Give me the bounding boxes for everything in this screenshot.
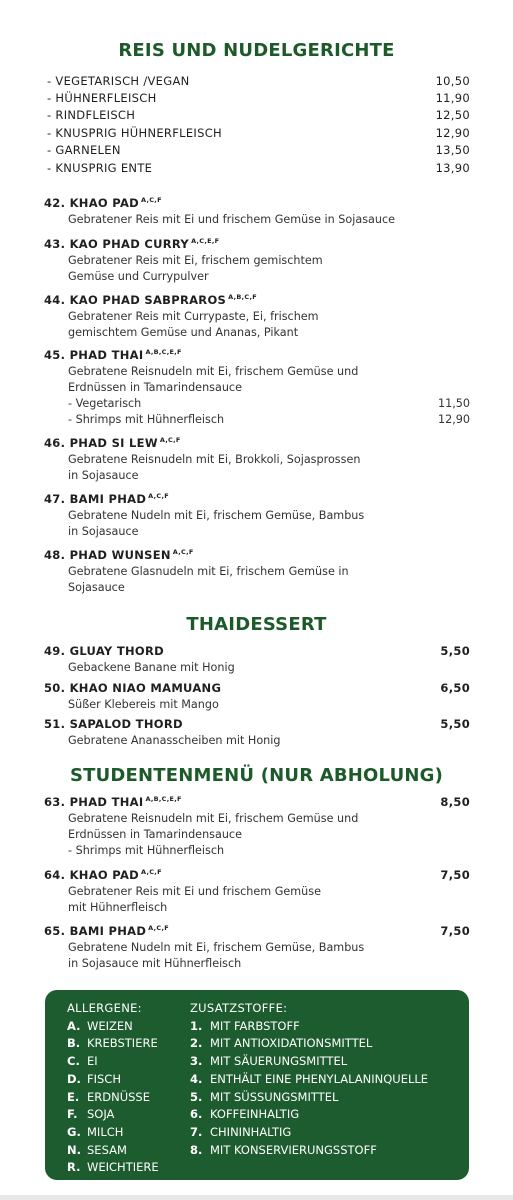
legend-key: 6.: [190, 1107, 203, 1122]
dish-description-line: [68, 940, 470, 956]
price-value: 11,90: [435, 91, 470, 105]
dish-description-line: [68, 212, 470, 228]
dish-allergen-codes: A,B,C,E,F: [145, 348, 182, 356]
legend-key: 8.: [190, 1142, 203, 1157]
price-value: 12,50: [435, 108, 470, 122]
dish-title: [44, 681, 470, 695]
dish-title: [44, 436, 470, 450]
dish-name-wrap: [44, 717, 183, 731]
dish-description-line: [68, 364, 470, 380]
legend-key: A.: [67, 1018, 81, 1033]
dish-title: [44, 492, 470, 506]
description-text: Gebratene Reisnudeln mit Ei, Brokkoli, Sojasprossen: [68, 453, 361, 466]
legend-key: N.: [67, 1142, 81, 1157]
legend-entry: [190, 1142, 428, 1160]
dish-description-line: [68, 843, 470, 859]
dish-description: [68, 564, 470, 596]
price-label: - KNUSPRIG ENTE: [47, 161, 153, 175]
dish-allergen-codes: A,C,F: [172, 548, 194, 556]
price-row: [47, 74, 470, 88]
dish-description-line: [68, 697, 470, 713]
legend-entry: [67, 1035, 159, 1053]
legend-key: E.: [67, 1089, 80, 1104]
price-value: 13,90: [435, 161, 470, 175]
dish-price: 7,50: [440, 868, 470, 882]
dish-name: 43. KAO PHAD CURRY: [44, 237, 190, 251]
legend-label: MIT ANTIOXIDATIONSMITTEL: [210, 1036, 373, 1051]
dish-description: [68, 940, 470, 972]
dish-name: 64. KHAO PAD: [44, 868, 140, 882]
description-text: Gebratener Reis mit Ei, frischem gemischtem: [68, 254, 323, 267]
dish-title: [44, 348, 470, 362]
additive-list: [190, 1018, 428, 1160]
dish-title: [44, 868, 470, 882]
legend-label: KOFFEINHALTIG: [210, 1107, 300, 1122]
dish-title: [44, 196, 470, 210]
dish-description-line: [68, 468, 470, 484]
dish-name-wrap: [44, 293, 257, 307]
dish-name: 46. PHAD SI LEW: [44, 436, 158, 450]
variant-price: 11,50: [437, 397, 470, 410]
legend-label: SESAM: [87, 1142, 127, 1157]
dish-name-wrap: [44, 196, 162, 210]
dish-name: 45. PHAD THAI: [44, 348, 144, 362]
dish-description: [68, 884, 470, 916]
description-text: - Shrimps mit Hühnerfleisch: [68, 844, 225, 857]
description-text: Gebratene Reisnudeln mit Ei, frischem Gemüse und: [68, 365, 359, 378]
description-text: Gebratener Reis mit Ei und frischem Gemüse: [68, 885, 321, 898]
price-label: - HÜHNERFLEISCH: [47, 91, 157, 105]
dish-name-wrap: [44, 237, 219, 251]
legend-entry: [190, 1035, 428, 1053]
legend-entry: [190, 1106, 428, 1124]
dish-name: 42. KHAO PAD: [44, 196, 140, 210]
legend-key: B.: [67, 1036, 81, 1051]
dish-allergen-codes: A,B,C,E,F: [145, 795, 182, 803]
description-text: Gebratene Ananasscheiben mit Honig: [68, 734, 281, 747]
dish-name: 63. PHAD THAI: [44, 795, 144, 809]
legend-entry: [67, 1106, 159, 1124]
dish-name: 47. BAMI PHAD: [44, 492, 147, 506]
description-text: Gebratener Reis mit Ei und frischem Gemüse in Sojasauce: [68, 213, 396, 226]
legend-key: 3.: [190, 1054, 203, 1069]
description-text: Gemüse und Currypulver: [68, 270, 209, 283]
dish-name-wrap: [44, 681, 221, 695]
dish-name-wrap: [44, 924, 169, 938]
legend-label: MILCH: [87, 1124, 124, 1139]
legend-key: D.: [67, 1071, 81, 1086]
dish-description-line: [68, 269, 470, 285]
legend-entry: [190, 1071, 428, 1089]
section-heading-dessert: THAIDESSERT: [186, 614, 327, 635]
legend-entry: [67, 1018, 159, 1036]
price-value: 10,50: [435, 74, 470, 88]
dish-description-line: [68, 884, 470, 900]
dish-name: 44. KAO PHAD SABPRAROS: [44, 293, 227, 307]
dish-name: 51. SAPALOD THORD: [44, 717, 183, 731]
price-label: - GARNELEN: [47, 143, 121, 157]
dish-allergen-codes: A,C,F: [159, 436, 181, 444]
legend-entry: [67, 1071, 159, 1089]
dish-title: [44, 795, 470, 809]
legend-label: MIT SÜSSUNGSMITTEL: [210, 1089, 339, 1104]
dish-description-line: [68, 811, 470, 827]
dish-allergen-codes: A,C,F: [148, 924, 169, 932]
legend-label: ENTHÄLT EINE PHENYLALANINQUELLE: [210, 1071, 429, 1086]
description-text: Gebratene Nudeln mit Ei, frischem Gemüse, Bambus: [68, 941, 365, 954]
dish-description-line: [68, 396, 470, 412]
legend-entry: [67, 1142, 159, 1160]
dish-price: 7,50: [440, 924, 470, 938]
dish-title: [44, 293, 470, 307]
description-text: Gebackene Banane mit Honig: [68, 661, 235, 674]
price-row: [47, 91, 470, 105]
description-text: Gebratener Reis mit Currypaste, Ei, frischem: [68, 310, 319, 323]
legend-key: 1.: [190, 1018, 203, 1033]
legend-label: FISCH: [87, 1071, 121, 1086]
dish-description: [68, 811, 470, 859]
dish-description: [68, 309, 470, 341]
legend-label: CHININHALTIG: [210, 1124, 292, 1139]
legend-key: 7.: [190, 1124, 203, 1139]
description-text: in Sojasauce: [68, 525, 139, 538]
description-text: Erdnüssen in Tamarindensauce: [68, 381, 242, 394]
dish-name: 48. PHAD WUNSEN: [44, 548, 171, 562]
dish-description: [68, 733, 470, 749]
price-label: - KNUSPRIG HÜHNERFLEISCH: [47, 126, 222, 140]
description-text: mit Hühnerfleisch: [68, 901, 168, 914]
dish-description-line: [68, 660, 470, 676]
price-row: [47, 143, 470, 157]
dish-name-wrap: [44, 548, 194, 562]
legend-label: EI: [87, 1054, 98, 1069]
dish-allergen-codes: A,C,F: [141, 868, 162, 876]
price-value: 12,90: [435, 126, 470, 140]
price-row: [47, 126, 470, 140]
legend-entry: [67, 1124, 159, 1142]
dish-description-line: [68, 412, 470, 428]
description-text: Gebratene Reisnudeln mit Ei, frischem Gemüse und: [68, 812, 359, 825]
additives-title: ZUSATZSTOFFE:: [190, 1001, 288, 1015]
legend-entry: [190, 1018, 428, 1036]
legend-key: 5.: [190, 1089, 203, 1104]
variant-price: 12,90: [437, 413, 470, 426]
legend-key: 4.: [190, 1071, 203, 1086]
legend-entry: [190, 1053, 428, 1071]
dish-description-line: [68, 325, 470, 341]
dish-price: 5,50: [440, 644, 470, 658]
dish-name-wrap: [44, 348, 182, 362]
dish-description: [68, 660, 470, 676]
dish-name: 65. BAMI PHAD: [44, 924, 147, 938]
legend-entry: [190, 1124, 428, 1142]
dish-name-wrap: [44, 795, 182, 809]
description-text: Süßer Klebereis mit Mango: [68, 698, 219, 711]
legend-key: G.: [67, 1124, 81, 1139]
legend-label: SOJA: [87, 1107, 115, 1122]
dish-name-wrap: [44, 492, 169, 506]
description-text: Erdnüssen in Tamarindensauce: [68, 828, 242, 841]
dish-description: [68, 212, 470, 228]
dish-title: [44, 644, 470, 658]
legend-entry: [67, 1159, 159, 1177]
dish-title: [44, 548, 470, 562]
legend-label: WEICHTIERE: [87, 1160, 159, 1175]
dish-allergen-codes: A,B,C,F: [228, 293, 257, 301]
legend-label: MIT SÄUERUNGSMITTEL: [210, 1054, 348, 1069]
price-value: 13,50: [435, 143, 470, 157]
dish-description-line: [68, 733, 470, 749]
dish-description-line: [68, 827, 470, 843]
dish-name: 50. KHAO NIAO MAMUANG: [44, 681, 222, 695]
dish-description: [68, 364, 470, 428]
legend-label: KREBSTIERE: [87, 1036, 158, 1051]
dish-description-line: [68, 900, 470, 916]
price-row: [47, 161, 470, 175]
dish-description-line: [68, 956, 470, 972]
price-row: [47, 108, 470, 122]
dish-description-line: [68, 524, 470, 540]
description-text: - Shrimps mit Hühnerfleisch: [68, 413, 225, 426]
legend-label: ERDNÜSSE: [87, 1089, 150, 1104]
description-text: in Sojasauce: [68, 469, 139, 482]
description-text: Sojasauce: [68, 581, 125, 594]
dish-description-line: [68, 452, 470, 468]
dish-price: 8,50: [440, 795, 470, 809]
allergens-title: ALLERGENE:: [67, 1001, 142, 1015]
dish-name-wrap: [44, 436, 181, 450]
allergens-column: [67, 1000, 159, 1177]
price-label: - RINDFLEISCH: [47, 108, 136, 122]
dish-description-line: [68, 253, 470, 269]
section-heading-student: STUDENTENMENÜ (NUR ABHOLUNG): [69, 765, 444, 786]
description-text: in Sojasauce mit Hühnerfleisch: [68, 957, 242, 970]
dish-price: 5,50: [440, 717, 470, 731]
dish-description: [68, 697, 470, 713]
dish-description-line: [68, 380, 470, 396]
description-text: - Vegetarisch: [68, 397, 142, 410]
dish-title: [44, 717, 470, 731]
dish-title: [44, 924, 470, 938]
dish-allergen-codes: A,C,F: [148, 492, 169, 500]
dish-allergen-codes: A,C,F: [141, 196, 162, 204]
price-label: - VEGETARISCH /VEGAN: [47, 74, 190, 88]
dish-name-wrap: [44, 868, 162, 882]
allergen-list: [67, 1018, 159, 1177]
legend-entry: [67, 1053, 159, 1071]
legend-label: MIT FARBSTOFF: [210, 1018, 300, 1033]
legend-key: R.: [67, 1160, 81, 1175]
legend-key: F.: [67, 1107, 78, 1122]
dish-description-line: [68, 309, 470, 325]
legend-key: C.: [67, 1054, 80, 1069]
legend-entry: [67, 1089, 159, 1107]
dish-description-line: [68, 580, 470, 596]
dish-description: [68, 452, 470, 484]
dish-description: [68, 253, 470, 285]
dish-title: [44, 237, 470, 251]
dish-price: 6,50: [440, 681, 470, 695]
description-text: Gebratene Glasnudeln mit Ei, frischem Gemüse in: [68, 565, 349, 578]
dish-description: [68, 508, 470, 540]
dish-name-wrap: [44, 644, 164, 658]
dish-name: 49. GLUAY THORD: [44, 644, 164, 658]
legend-entry: [190, 1089, 428, 1107]
dish-description-line: [68, 564, 470, 580]
legend-label: MIT KONSERVIERUNGSSTOFF: [210, 1142, 377, 1157]
description-text: Gebratene Nudeln mit Ei, frischem Gemüse, Bambus: [68, 509, 365, 522]
section-heading-reis: REIS UND NUDELGERICHTE: [118, 40, 395, 61]
additives-column: [190, 1000, 428, 1159]
description-text: gemischtem Gemüse und Ananas, Pikant: [68, 326, 299, 339]
dish-description-line: [68, 508, 470, 524]
bottom-divider: [0, 1195, 513, 1200]
legend-box: [45, 990, 469, 1180]
dish-allergen-codes: A,C,E,F: [191, 237, 220, 245]
legend-label: WEIZEN: [87, 1018, 133, 1033]
legend-key: 2.: [190, 1036, 203, 1051]
